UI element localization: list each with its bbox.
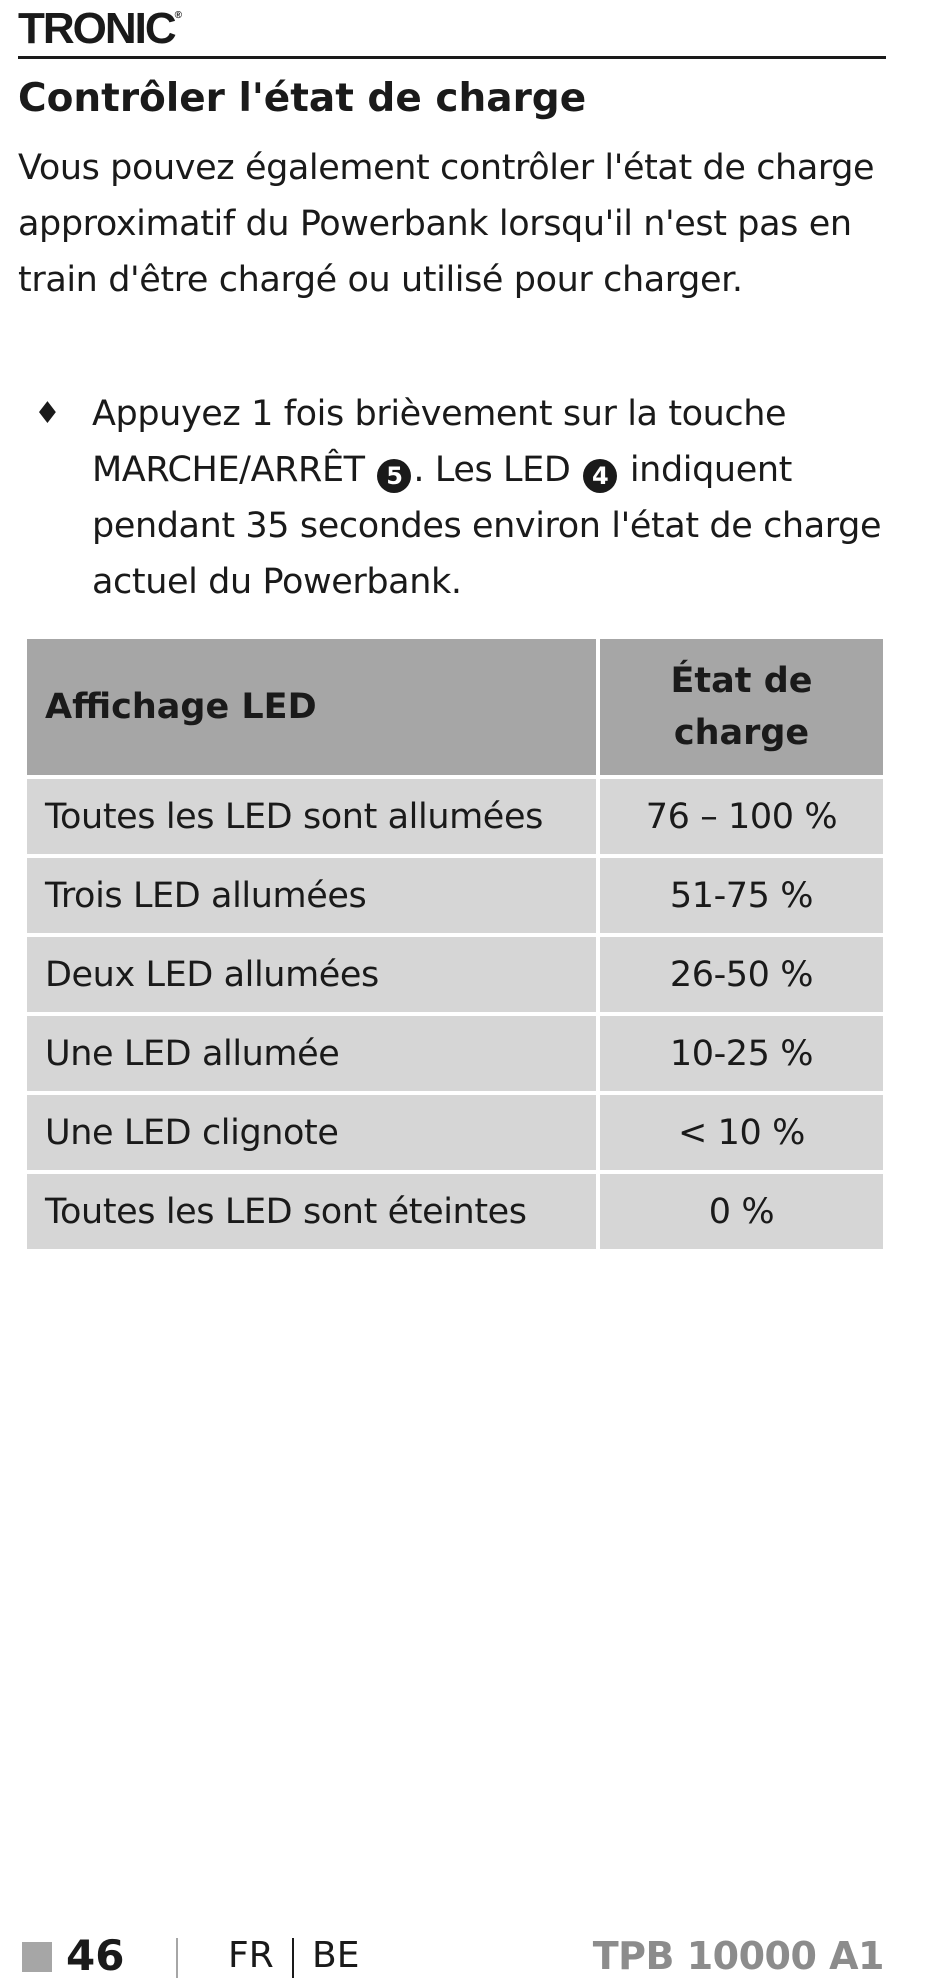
header-divider (18, 56, 886, 59)
instruction-part-1: Appuyez 1 fois brièvement sur la touche MARCHE/ARRÊT (92, 394, 787, 490)
led-display-cell: Une LED allumée (25, 1014, 598, 1093)
page-number: 46 (66, 1931, 125, 1980)
instruction-part-2: . Les LED (413, 450, 571, 490)
charge-state-cell: 26-50 % (598, 935, 885, 1014)
intro-paragraph: Vous pouvez également contrôler l'état de charge approximatif du Powerbank lorsqu'il n'est pas en train d'être chargé ou utilisé pour charger. (18, 148, 875, 300)
brand-name: TRONIC (18, 4, 175, 53)
footer-divider (292, 1938, 294, 1978)
header-charge-state (598, 637, 885, 777)
led-status-table (23, 635, 887, 1253)
led-display-cell: Deux LED allumées (25, 935, 598, 1014)
charge-state-cell: 10-25 % (598, 1014, 885, 1093)
region-code: BE (312, 1935, 360, 1976)
footer-divider (176, 1938, 178, 1978)
table-row (25, 856, 885, 935)
instruction-text (92, 386, 888, 610)
on-off-button-reference-icon: 5 (377, 459, 411, 493)
table-header-row (25, 637, 885, 777)
led-reference-icon: 4 (583, 459, 617, 493)
brand-logo (18, 4, 182, 54)
charge-state-cell: < 10 % (598, 1093, 885, 1172)
model-number: TPB 10000 A1 (592, 1934, 884, 1978)
led-display-cell: Toutes les LED sont allumées (25, 777, 598, 856)
charge-state-cell: 76 – 100 % (598, 777, 885, 856)
registered-mark: ® (174, 10, 183, 21)
instruction-step (18, 386, 888, 610)
header-charge-state-line2: charge (673, 713, 810, 753)
header-charge-state-line1: État de (670, 661, 813, 701)
led-display-cell: Toutes les LED sont éteintes (25, 1172, 598, 1251)
led-display-cell: Une LED clignote (25, 1093, 598, 1172)
diamond-bullet-icon: ♦ (34, 396, 61, 431)
table-row (25, 935, 885, 1014)
page-footer (18, 1930, 886, 1980)
led-display-cell: Trois LED allumées (25, 856, 598, 935)
table-row (25, 1014, 885, 1093)
footer-square-icon (22, 1942, 52, 1972)
table-row (25, 1172, 885, 1251)
charge-state-cell: 0 % (598, 1172, 885, 1251)
table-row (25, 777, 885, 856)
charge-state-cell: 51-75 % (598, 856, 885, 935)
language-code: FR (228, 1935, 274, 1976)
instruction-part-3: indiquent pendant 35 secondes environ l'état de charge actuel du Powerbank. (92, 450, 882, 602)
section-title: Contrôler l'état de charge (18, 76, 587, 121)
header-led-display: Affichage LED (25, 637, 598, 777)
table-row (25, 1093, 885, 1172)
